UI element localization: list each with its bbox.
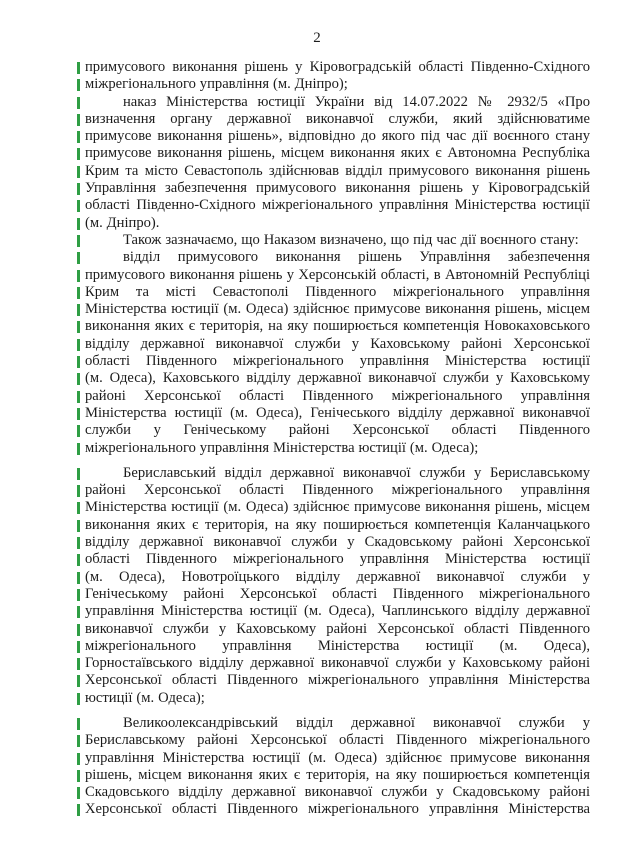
page-number: 2	[313, 30, 321, 46]
text-line: області Південного міжрегіонального управління Міністерства юстиції	[85, 551, 590, 568]
document-body	[85, 59, 590, 819]
text-line: виконання яких є територія, на яку поширюється компетенція Новокаховського	[85, 318, 590, 335]
text-line: міжрегіонального управління Міністерства юстиції (м. Одеса);	[85, 440, 590, 457]
text-line: Міністерства юстиції (м. Одеса) здійснює примусове виконання рішень, місцем	[85, 499, 590, 516]
paragraph	[85, 715, 590, 819]
text-line: управління Міністерства юстиції (м. Одеса) здійснює примусове виконання	[85, 749, 590, 766]
text-line: (м. Одеса), Каховського відділу державної виконавчої служби у Каховському	[85, 370, 590, 387]
text-line: Управління забезпечення примусового виконання рішень у Кіровоградській	[85, 180, 590, 197]
text-line: Херсонської області Південного міжрегіонального управління Міністерства	[85, 672, 590, 689]
paragraph	[85, 94, 590, 232]
text-line: Скадовського відділу державної виконавчої служби у Скадовському районі	[85, 784, 590, 801]
text-line: (м. Дніпро).	[85, 215, 590, 232]
text-line: відділ примусового виконання рішень Управління забезпечення	[85, 249, 590, 266]
text-line: примусового виконання рішень у Херсонській області, в Автономній Республіці	[85, 266, 590, 283]
paragraph	[85, 59, 590, 94]
text-line: Крим та місті Севастополі Південного міжрегіонального управління	[85, 283, 590, 300]
text-line: Великоолександрівський відділ державної виконавчої служби у	[85, 715, 590, 732]
text-line: служби у Генічеському районі Херсонської області Південного	[85, 422, 590, 439]
text-line: Генічеському районі Херсонської області Південного міжрегіонального	[85, 585, 590, 602]
text-line: міжрегіонального управління (м. Дніпро);	[85, 76, 590, 93]
text-line: районі Херсонської області Південного міжрегіонального управління	[85, 387, 590, 404]
text-line: (м. Одеса), Новотроїцького відділу державної виконавчої служби у	[85, 568, 590, 585]
text-line: Крим та місто Севастополь здійснював відділ примусового виконання рішень	[85, 162, 590, 179]
text-line: виконавчої служби у Каховському районі Херсонської області Південного	[85, 620, 590, 637]
text-line: Також зазначаємо, що Наказом визначено, що під час дії воєнного стану:	[85, 232, 590, 249]
text-line: області Південного міжрегіонального управління Міністерства юстиції	[85, 353, 590, 370]
paragraph	[85, 249, 590, 457]
text-line: відділу державної виконавчої служби у Каховському районі Херсонської	[85, 335, 590, 352]
text-line: рішень, місцем виконання яких є територія, на яку поширюється компетенція	[85, 766, 590, 783]
text-line: управління Міністерства юстиції (м. Одеса), Чаплинського відділу державної	[85, 603, 590, 620]
text-line: примусового виконання рішень у Кіровоградській області Південно-Східного	[85, 59, 590, 75]
paragraph	[85, 232, 590, 249]
text-line: Бериславському районі Херсонської області Південного міжрегіонального	[85, 732, 590, 749]
text-line: Міністерства юстиції (м. Одеса) здійснює примусове виконання рішень, місцем	[85, 301, 590, 318]
text-line: Міністерства юстиції (м. Одеса), Генічеського відділу державної виконавчої	[85, 404, 590, 421]
paragraph	[85, 465, 590, 707]
text-line: наказ Міністерства юстиції України від 14.07.2022 № 2932/5 «Про	[85, 94, 590, 111]
text-line: відділу державної виконавчої служби у Скадовському районі Херсонської	[85, 534, 590, 551]
text-line: Бериславський відділ державної виконавчої служби у Бериславському	[85, 465, 590, 482]
text-line: районі Херсонської області Південного міжрегіонального управління	[85, 482, 590, 499]
text-line: примусове виконання рішень, місцем виконання яких є Автономна Республіка	[85, 145, 590, 162]
text-line: примусове виконання рішень», відповідно до якого під час дії воєнного стану	[85, 128, 590, 145]
text-line: Горностаївського відділу державної виконавчої служби у Каховському районі	[85, 655, 590, 672]
text-line: області Південно-Східного міжрегіонального управління Міністерства юстиції	[85, 197, 590, 214]
text-line: виконання яких є територія, на яку поширюється компетенція Каланчацького	[85, 516, 590, 533]
text-line: міжрегіонального управління Міністерства юстиції (м. Одеса),	[85, 637, 590, 654]
text-line: юстиції (м. Одеса);	[85, 690, 590, 707]
text-line: визначення органу державної виконавчої служби, який здійснюватиме	[85, 110, 590, 127]
text-line: Херсонської області Південного міжрегіонального управління Міністерства	[85, 801, 590, 818]
